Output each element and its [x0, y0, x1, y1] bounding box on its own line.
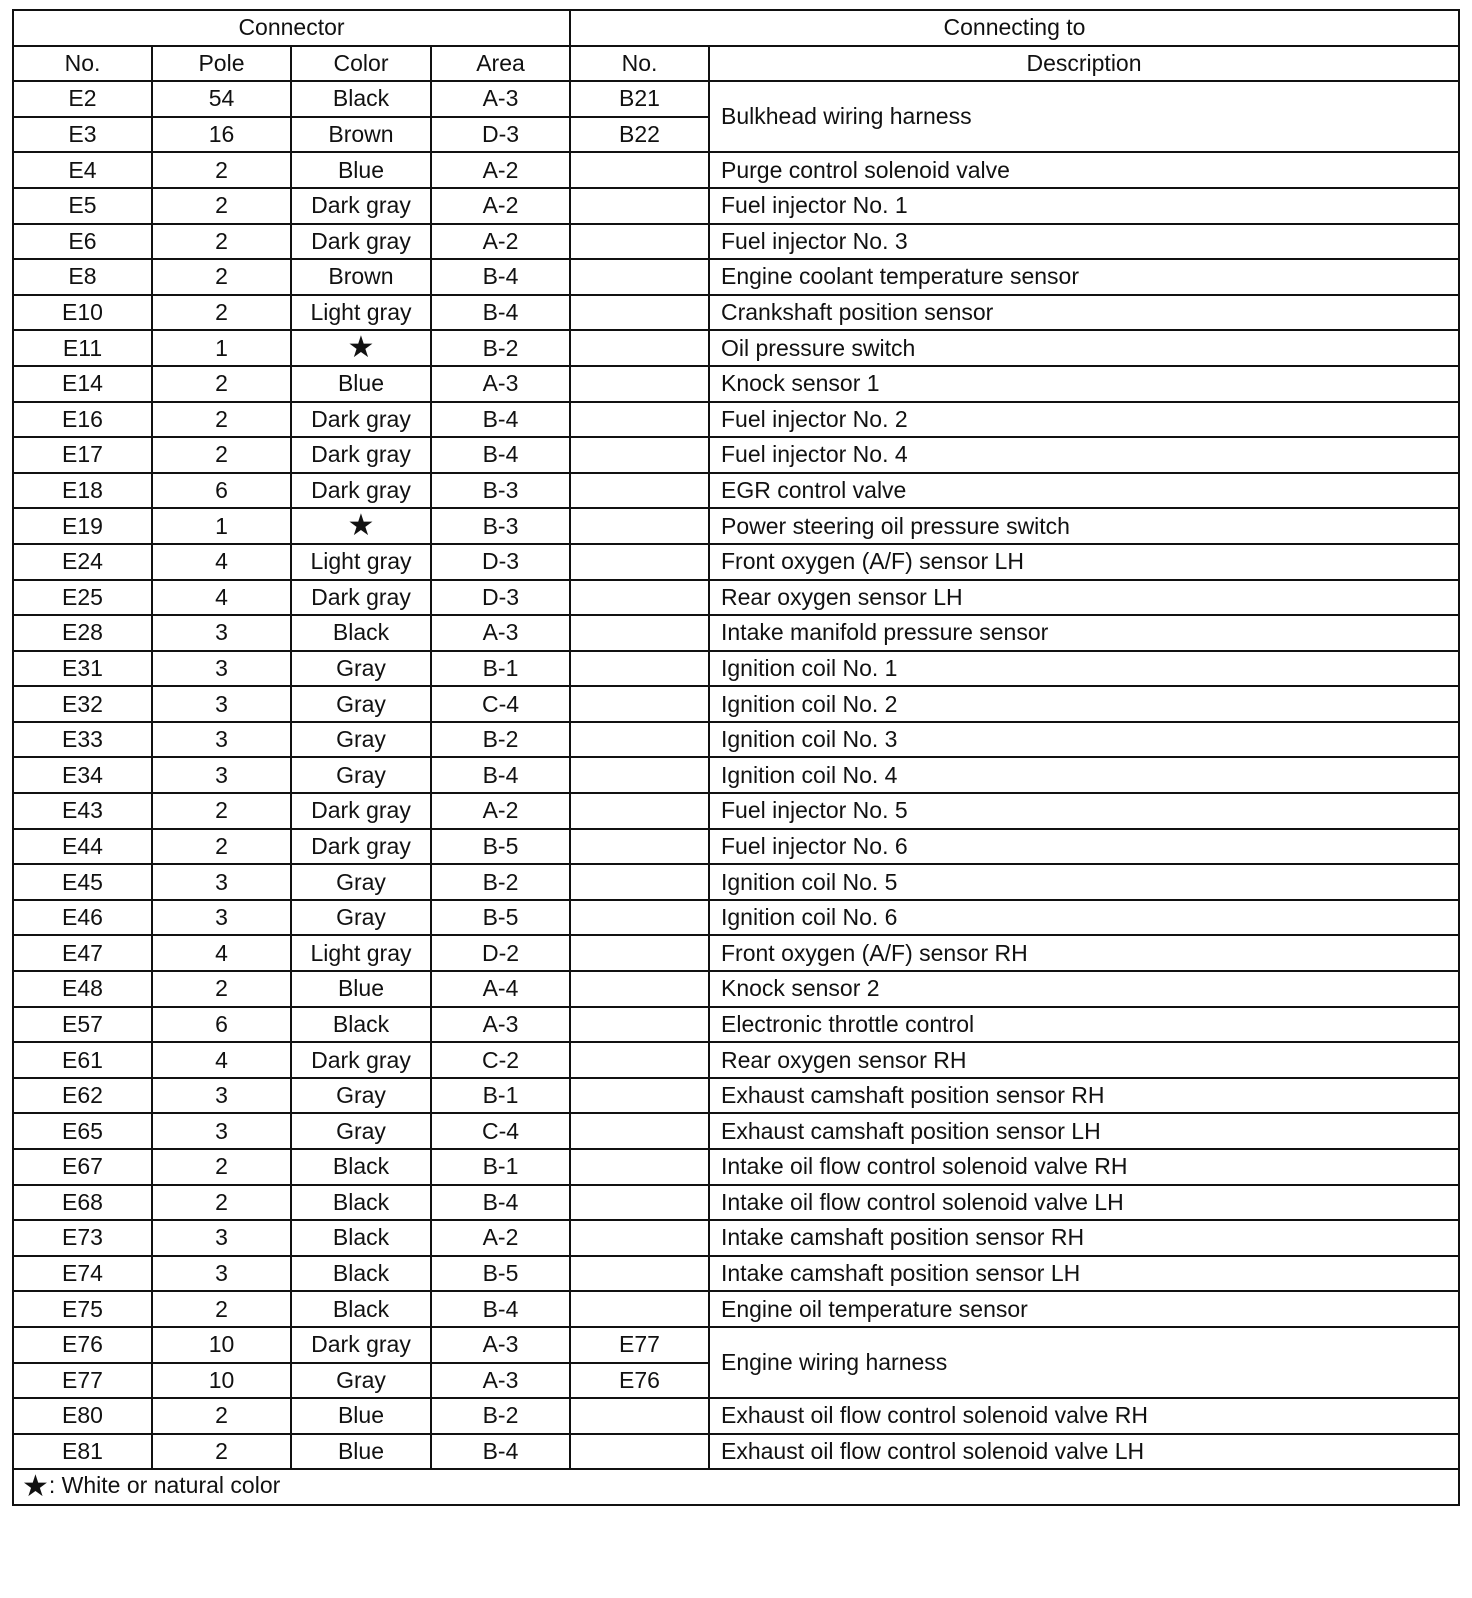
color-cell: Light gray [291, 935, 431, 971]
connecting-no-cell [570, 580, 709, 616]
color-cell: Black [291, 1185, 431, 1221]
table-row [13, 686, 1459, 722]
table-row [13, 1042, 1459, 1078]
color-cell: Black [291, 81, 431, 117]
pole-cell: 54 [152, 81, 291, 117]
area-cell: B-4 [431, 1434, 570, 1470]
connecting-no-cell: E77 [570, 1327, 709, 1363]
table-row [13, 473, 1459, 509]
table-row [13, 330, 1459, 366]
area-cell: B-4 [431, 757, 570, 793]
description-cell: Intake camshaft position sensor LH [709, 1256, 1459, 1292]
table-row [13, 722, 1459, 758]
connector-no-cell: E25 [13, 580, 152, 616]
color-cell: Black [291, 1220, 431, 1256]
table-row [13, 402, 1459, 438]
area-cell: B-4 [431, 437, 570, 473]
area-cell: A-3 [431, 615, 570, 651]
description-cell: Ignition coil No. 2 [709, 686, 1459, 722]
area-cell: A-3 [431, 1007, 570, 1043]
color-star-icon: ★ [291, 508, 431, 544]
table-row [13, 544, 1459, 580]
pole-cell: 2 [152, 829, 291, 865]
pole-cell: 3 [152, 1256, 291, 1292]
description-cell: Rear oxygen sensor RH [709, 1042, 1459, 1078]
color-cell: Blue [291, 366, 431, 402]
color-cell: Dark gray [291, 829, 431, 865]
pole-cell: 2 [152, 1185, 291, 1221]
area-cell: B-4 [431, 1291, 570, 1327]
table-row [13, 1185, 1459, 1221]
pole-cell: 2 [152, 1398, 291, 1434]
area-cell: C-4 [431, 686, 570, 722]
table-row [13, 971, 1459, 1007]
description-cell: Ignition coil No. 5 [709, 864, 1459, 900]
pole-cell: 4 [152, 935, 291, 971]
connecting-no-cell [570, 366, 709, 402]
area-cell: C-2 [431, 1042, 570, 1078]
description-cell: Ignition coil No. 1 [709, 651, 1459, 687]
description-cell: Exhaust oil flow control solenoid valve LH [709, 1434, 1459, 1470]
pole-cell: 2 [152, 793, 291, 829]
table-row [13, 1291, 1459, 1327]
pole-cell: 2 [152, 366, 291, 402]
pole-cell: 10 [152, 1363, 291, 1399]
pole-cell: 6 [152, 1007, 291, 1043]
connecting-no-cell: E76 [570, 1363, 709, 1399]
connecting-no-cell [570, 1007, 709, 1043]
connector-no-cell: E28 [13, 615, 152, 651]
pole-cell: 3 [152, 1113, 291, 1149]
connecting-no-cell [570, 1398, 709, 1434]
description-cell: Ignition coil No. 3 [709, 722, 1459, 758]
color-cell: Blue [291, 971, 431, 1007]
connector-no-cell: E8 [13, 259, 152, 295]
table-row [13, 152, 1459, 188]
description-cell: Fuel injector No. 4 [709, 437, 1459, 473]
col-header-description: Description [709, 46, 1459, 82]
connecting-no-cell [570, 615, 709, 651]
area-cell: A-4 [431, 971, 570, 1007]
table-row [13, 295, 1459, 331]
color-cell: Brown [291, 259, 431, 295]
color-cell: Black [291, 1007, 431, 1043]
pole-cell: 2 [152, 152, 291, 188]
connector-no-cell: E33 [13, 722, 152, 758]
connecting-no-cell [570, 1291, 709, 1327]
connecting-no-cell [570, 1078, 709, 1114]
description-cell: Fuel injector No. 6 [709, 829, 1459, 865]
description-cell: Ignition coil No. 4 [709, 757, 1459, 793]
connector-no-cell: E68 [13, 1185, 152, 1221]
area-cell: B-3 [431, 473, 570, 509]
area-cell: B-1 [431, 1149, 570, 1185]
pole-cell: 1 [152, 330, 291, 366]
table-row [13, 366, 1459, 402]
connector-no-cell: E45 [13, 864, 152, 900]
area-cell: D-3 [431, 117, 570, 153]
pole-cell: 4 [152, 544, 291, 580]
color-cell: Gray [291, 1113, 431, 1149]
pole-cell: 3 [152, 864, 291, 900]
connector-no-cell: E67 [13, 1149, 152, 1185]
connecting-no-cell [570, 900, 709, 936]
pole-cell: 3 [152, 1220, 291, 1256]
connecting-no-cell [570, 793, 709, 829]
table-body [13, 81, 1459, 1469]
color-cell: Gray [291, 651, 431, 687]
description-cell: Power steering oil pressure switch [709, 508, 1459, 544]
description-cell: Intake manifold pressure sensor [709, 615, 1459, 651]
pole-cell: 3 [152, 757, 291, 793]
connecting-no-cell [570, 757, 709, 793]
description-cell: Intake oil flow control solenoid valve RH [709, 1149, 1459, 1185]
color-cell: Dark gray [291, 1042, 431, 1078]
pole-cell: 6 [152, 473, 291, 509]
pole-cell: 2 [152, 1434, 291, 1470]
connector-no-cell: E65 [13, 1113, 152, 1149]
table-row [13, 829, 1459, 865]
column-header-row [13, 46, 1459, 82]
area-cell: B-5 [431, 1256, 570, 1292]
color-cell: Gray [291, 900, 431, 936]
description-cell: Knock sensor 2 [709, 971, 1459, 1007]
color-cell: Blue [291, 152, 431, 188]
area-cell: B-4 [431, 1185, 570, 1221]
col-header-no: No. [13, 46, 152, 82]
area-cell: B-5 [431, 829, 570, 865]
col-header-color: Color [291, 46, 431, 82]
connecting-no-cell [570, 152, 709, 188]
pole-cell: 1 [152, 508, 291, 544]
description-cell: Intake oil flow control solenoid valve LH [709, 1185, 1459, 1221]
color-cell: Gray [291, 864, 431, 900]
area-cell: B-4 [431, 402, 570, 438]
connecting-no-cell [570, 1185, 709, 1221]
table-row [13, 580, 1459, 616]
connecting-no-cell [570, 651, 709, 687]
connecting-no-cell [570, 1434, 709, 1470]
connector-no-cell: E61 [13, 1042, 152, 1078]
color-cell: Dark gray [291, 437, 431, 473]
connecting-no-cell [570, 1149, 709, 1185]
connecting-no-cell: B21 [570, 81, 709, 117]
table-row [13, 864, 1459, 900]
table-row [13, 1398, 1459, 1434]
color-cell: Dark gray [291, 793, 431, 829]
table-row [13, 1007, 1459, 1043]
color-cell: Black [291, 615, 431, 651]
connector-no-cell: E73 [13, 1220, 152, 1256]
connecting-no-cell [570, 722, 709, 758]
connector-no-cell: E6 [13, 224, 152, 260]
area-cell: B-1 [431, 651, 570, 687]
color-star-icon: ★ [291, 330, 431, 366]
description-cell: Fuel injector No. 1 [709, 188, 1459, 224]
table-row [13, 437, 1459, 473]
area-cell: C-4 [431, 1113, 570, 1149]
pole-cell: 4 [152, 580, 291, 616]
connector-no-cell: E14 [13, 366, 152, 402]
connector-no-cell: E2 [13, 81, 152, 117]
color-cell: Brown [291, 117, 431, 153]
description-cell: Exhaust oil flow control solenoid valve RH [709, 1398, 1459, 1434]
connector-no-cell: E31 [13, 651, 152, 687]
connecting-no-cell [570, 508, 709, 544]
color-cell: Dark gray [291, 188, 431, 224]
connector-no-cell: E11 [13, 330, 152, 366]
table-row [13, 615, 1459, 651]
area-cell: A-2 [431, 188, 570, 224]
pole-cell: 4 [152, 1042, 291, 1078]
color-cell: Blue [291, 1434, 431, 1470]
color-cell: Gray [291, 686, 431, 722]
col-header-pole: Pole [152, 46, 291, 82]
description-cell: Front oxygen (A/F) sensor RH [709, 935, 1459, 971]
table-row [13, 1113, 1459, 1149]
area-cell: B-5 [431, 900, 570, 936]
pole-cell: 10 [152, 1327, 291, 1363]
connector-no-cell: E10 [13, 295, 152, 331]
connector-no-cell: E4 [13, 152, 152, 188]
connector-no-cell: E74 [13, 1256, 152, 1292]
connector-no-cell: E18 [13, 473, 152, 509]
connector-no-cell: E47 [13, 935, 152, 971]
connector-no-cell: E16 [13, 402, 152, 438]
description-cell: Fuel injector No. 5 [709, 793, 1459, 829]
description-cell: Fuel injector No. 3 [709, 224, 1459, 260]
footnote-cell [13, 1469, 1459, 1505]
table-row [13, 508, 1459, 544]
color-cell: Gray [291, 1078, 431, 1114]
table-row [13, 1220, 1459, 1256]
area-cell: A-3 [431, 1363, 570, 1399]
area-cell: D-3 [431, 544, 570, 580]
description-cell: Crankshaft position sensor [709, 295, 1459, 331]
table-row [13, 1149, 1459, 1185]
connector-no-cell: E62 [13, 1078, 152, 1114]
description-cell: Engine wiring harness [709, 1327, 1459, 1398]
color-cell: Black [291, 1256, 431, 1292]
connector-no-cell: E19 [13, 508, 152, 544]
group-header-connecting-to: Connecting to [570, 10, 1459, 46]
area-cell: A-3 [431, 81, 570, 117]
connector-no-cell: E46 [13, 900, 152, 936]
table-row [13, 900, 1459, 936]
connecting-no-cell [570, 188, 709, 224]
color-cell: Light gray [291, 295, 431, 331]
connecting-no-cell [570, 259, 709, 295]
pole-cell: 3 [152, 615, 291, 651]
area-cell: A-3 [431, 366, 570, 402]
connector-no-cell: E80 [13, 1398, 152, 1434]
description-cell: Purge control solenoid valve [709, 152, 1459, 188]
connecting-no-cell [570, 544, 709, 580]
table-row [13, 259, 1459, 295]
pole-cell: 2 [152, 188, 291, 224]
area-cell: B-2 [431, 722, 570, 758]
area-cell: B-2 [431, 1398, 570, 1434]
table-row [13, 188, 1459, 224]
color-cell: Dark gray [291, 473, 431, 509]
color-cell: Dark gray [291, 402, 431, 438]
description-cell: Bulkhead wiring harness [709, 81, 1459, 152]
area-cell: B-4 [431, 295, 570, 331]
table-row [13, 757, 1459, 793]
description-cell: Electronic throttle control [709, 1007, 1459, 1043]
connecting-no-cell [570, 1256, 709, 1292]
pole-cell: 2 [152, 295, 291, 331]
color-cell: Black [291, 1291, 431, 1327]
color-cell: Gray [291, 757, 431, 793]
connector-table [12, 9, 1460, 1506]
table-row [13, 1327, 1459, 1363]
pole-cell: 2 [152, 971, 291, 1007]
pole-cell: 3 [152, 900, 291, 936]
connector-no-cell: E32 [13, 686, 152, 722]
description-cell: Intake camshaft position sensor RH [709, 1220, 1459, 1256]
description-cell: Rear oxygen sensor LH [709, 580, 1459, 616]
description-cell: Engine oil temperature sensor [709, 1291, 1459, 1327]
table-row [13, 224, 1459, 260]
connecting-no-cell [570, 224, 709, 260]
connector-no-cell: E77 [13, 1363, 152, 1399]
area-cell: A-2 [431, 1220, 570, 1256]
table-row [13, 81, 1459, 117]
footnote-row [13, 1469, 1459, 1505]
connector-no-cell: E24 [13, 544, 152, 580]
connecting-no-cell [570, 935, 709, 971]
connecting-no-cell [570, 1042, 709, 1078]
description-cell: Engine coolant temperature sensor [709, 259, 1459, 295]
connector-table-container [12, 9, 1458, 1506]
area-cell: D-2 [431, 935, 570, 971]
table-row [13, 935, 1459, 971]
color-cell: Dark gray [291, 1327, 431, 1363]
pole-cell: 16 [152, 117, 291, 153]
footnote-text: : White or natural color [48, 1472, 281, 1499]
pole-cell: 3 [152, 686, 291, 722]
connecting-no-cell: B22 [570, 117, 709, 153]
group-header-connector: Connector [13, 10, 570, 46]
connecting-no-cell [570, 330, 709, 366]
connector-no-cell: E43 [13, 793, 152, 829]
area-cell: A-3 [431, 1327, 570, 1363]
pole-cell: 2 [152, 437, 291, 473]
color-cell: Dark gray [291, 224, 431, 260]
description-cell: Exhaust camshaft position sensor LH [709, 1113, 1459, 1149]
color-cell: Dark gray [291, 580, 431, 616]
pole-cell: 2 [152, 402, 291, 438]
connector-no-cell: E81 [13, 1434, 152, 1470]
area-cell: B-1 [431, 1078, 570, 1114]
table-row [13, 793, 1459, 829]
pole-cell: 3 [152, 1078, 291, 1114]
area-cell: A-2 [431, 793, 570, 829]
pole-cell: 2 [152, 1291, 291, 1327]
connector-no-cell: E44 [13, 829, 152, 865]
connecting-no-cell [570, 686, 709, 722]
connecting-no-cell [570, 437, 709, 473]
description-cell: Knock sensor 1 [709, 366, 1459, 402]
pole-cell: 2 [152, 224, 291, 260]
table-row [13, 651, 1459, 687]
color-cell: Gray [291, 722, 431, 758]
connector-no-cell: E75 [13, 1291, 152, 1327]
connecting-no-cell [570, 1220, 709, 1256]
table-row [13, 1078, 1459, 1114]
pole-cell: 2 [152, 259, 291, 295]
connector-no-cell: E5 [13, 188, 152, 224]
connecting-no-cell [570, 971, 709, 1007]
area-cell: B-2 [431, 330, 570, 366]
description-cell: EGR control valve [709, 473, 1459, 509]
pole-cell: 3 [152, 651, 291, 687]
connector-no-cell: E3 [13, 117, 152, 153]
connecting-no-cell [570, 1113, 709, 1149]
col-header-area: Area [431, 46, 570, 82]
area-cell: D-3 [431, 580, 570, 616]
area-cell: A-2 [431, 224, 570, 260]
table-row [13, 1256, 1459, 1292]
description-cell: Front oxygen (A/F) sensor LH [709, 544, 1459, 580]
description-cell: Ignition coil No. 6 [709, 900, 1459, 936]
connecting-no-cell [570, 473, 709, 509]
pole-cell: 2 [152, 1149, 291, 1185]
color-cell: Gray [291, 1363, 431, 1399]
connector-no-cell: E34 [13, 757, 152, 793]
connector-no-cell: E57 [13, 1007, 152, 1043]
pole-cell: 3 [152, 722, 291, 758]
group-header-row [13, 10, 1459, 46]
area-cell: A-2 [431, 152, 570, 188]
color-cell: Blue [291, 1398, 431, 1434]
connecting-no-cell [570, 295, 709, 331]
table-row [13, 1434, 1459, 1470]
area-cell: B-2 [431, 864, 570, 900]
description-cell: Fuel injector No. 2 [709, 402, 1459, 438]
connecting-no-cell [570, 829, 709, 865]
col-header-to-no: No. [570, 46, 709, 82]
color-cell: Light gray [291, 544, 431, 580]
area-cell: B-4 [431, 259, 570, 295]
area-cell: B-3 [431, 508, 570, 544]
connector-no-cell: E48 [13, 971, 152, 1007]
connector-no-cell: E17 [13, 437, 152, 473]
connecting-no-cell [570, 864, 709, 900]
color-cell: Black [291, 1149, 431, 1185]
connecting-no-cell [570, 402, 709, 438]
description-cell: Exhaust camshaft position sensor RH [709, 1078, 1459, 1114]
connector-no-cell: E76 [13, 1327, 152, 1363]
star-icon: ★ [22, 1470, 49, 1504]
description-cell: Oil pressure switch [709, 330, 1459, 366]
